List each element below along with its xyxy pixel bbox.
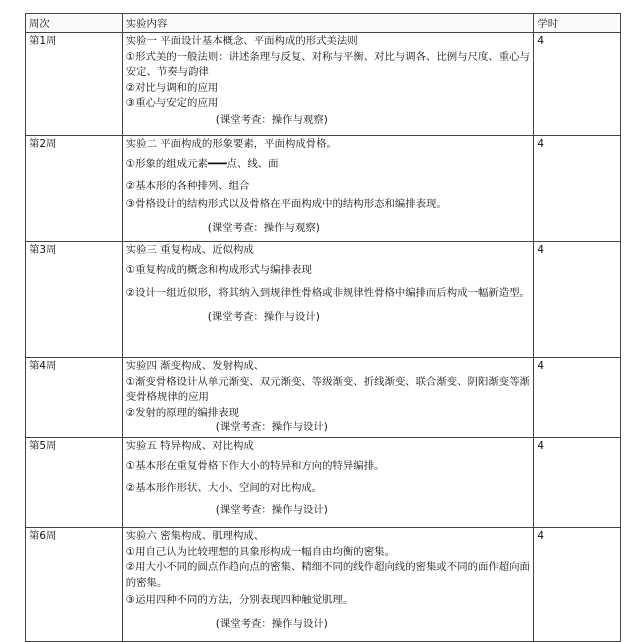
experiment-title: 实验六 密集构成、肌理构成、: [125, 530, 265, 542]
week-cell: 第2周: [26, 136, 123, 242]
week-cell: 第3周: [26, 242, 123, 358]
table-row: [26, 242, 621, 358]
hours-cell: 4: [534, 528, 621, 642]
content-line: ①形式美的一般法则：讲述条理与反复、对称与平衡、对比与调各、比例与尺度、重心与安定、节奏与韵律: [125, 50, 530, 78]
content-cell: [122, 438, 534, 528]
hours-cell: 4: [534, 33, 621, 136]
content-cell: [122, 528, 534, 642]
content-line: ③运用四种不同的方法，分别表现四种触觉肌理。: [125, 594, 354, 606]
week-cell: 第6周: [26, 528, 123, 642]
content-line: ②设计一组近似形，将其纳入到规律性骨格或非规律性骨格中编排而后构成一幅新造型。: [125, 286, 530, 299]
table-row: [26, 528, 621, 642]
assessment-note: (课堂考查：操作与观察): [215, 113, 328, 126]
schedule-table: [25, 13, 621, 642]
experiment-title: 实验五 特异构成、对比构成: [125, 440, 254, 452]
content-line: ①形象的组成元素━━━点、线、面: [125, 157, 279, 170]
content-line: ①基本形在重复骨格下作大小的特异和方向的特异编排。: [125, 459, 385, 472]
assessment-note: (课堂考查：操作与设计): [215, 503, 328, 516]
experiment-title: 实验一 平面设计基本概念、平面构成的形式美法则: [125, 35, 358, 47]
header-hours: 学时: [534, 14, 621, 33]
content-cell: [122, 242, 534, 358]
header-week: 周次: [26, 14, 123, 33]
assessment-note: (课堂考查：操作与设计): [215, 618, 328, 630]
week-cell: 第4周: [26, 358, 123, 438]
hours-cell: 4: [534, 438, 621, 528]
table-row: [26, 358, 621, 438]
content-line: ①渐变骨格设计从单元渐变、双元渐变、等级渐变、折线渐变、联合渐变、阴阳渐变等渐变骨格规律的应用: [125, 375, 530, 403]
content-line: ③骨格设计的结构形式以及骨格在平面构成中的结构形态和编排表现。: [125, 197, 447, 210]
content-line: ①重复构成的概念和构成形式与编排表现: [125, 263, 312, 276]
content-cell: [122, 136, 534, 242]
table-row: [26, 33, 621, 136]
hours-cell: 4: [534, 358, 621, 438]
table-row: [26, 136, 621, 242]
experiment-title: 实验二 平面构成的形象要素，平面构成骨格。: [125, 138, 337, 150]
content-cell: [122, 358, 534, 438]
header-row: [26, 14, 621, 33]
content-line: ①用自己认为比较理想的具象形构成一幅自由均衡的密集。: [125, 545, 395, 558]
experiment-title: 实验三 重复构成、近似构成: [125, 244, 254, 256]
table-row: [26, 438, 621, 528]
hours-cell: 4: [534, 136, 621, 242]
experiment-title: 实验四 渐变构成、发射构成、: [125, 360, 265, 372]
week-cell: 第1周: [26, 33, 123, 136]
content-cell: [122, 33, 534, 136]
content-line: ②基本形作形状、大小、空间的对比构成。: [125, 481, 323, 494]
content-line: ②用大小不同的圆点作趋向点的密集、精细不同的线作超向线的密集或不同的面作超向面的密集。: [125, 561, 530, 589]
assessment-note: (课堂考查：操作与观察): [207, 222, 320, 234]
assessment-note: (课堂考查：操作与设计): [207, 310, 320, 323]
header-content: 实验内容: [122, 14, 534, 33]
content-line: ③重心与安定的应用: [125, 97, 219, 109]
content-line: ②对比与调和的应用: [125, 81, 219, 94]
assessment-note: (课堂考查：操作与设计): [215, 421, 328, 433]
content-line: ②发射的原理的编排表现: [125, 406, 240, 419]
content-line: ②基本形的各种排列、组合: [125, 179, 250, 192]
week-cell: 第5周: [26, 438, 123, 528]
hours-cell: 4: [534, 242, 621, 358]
